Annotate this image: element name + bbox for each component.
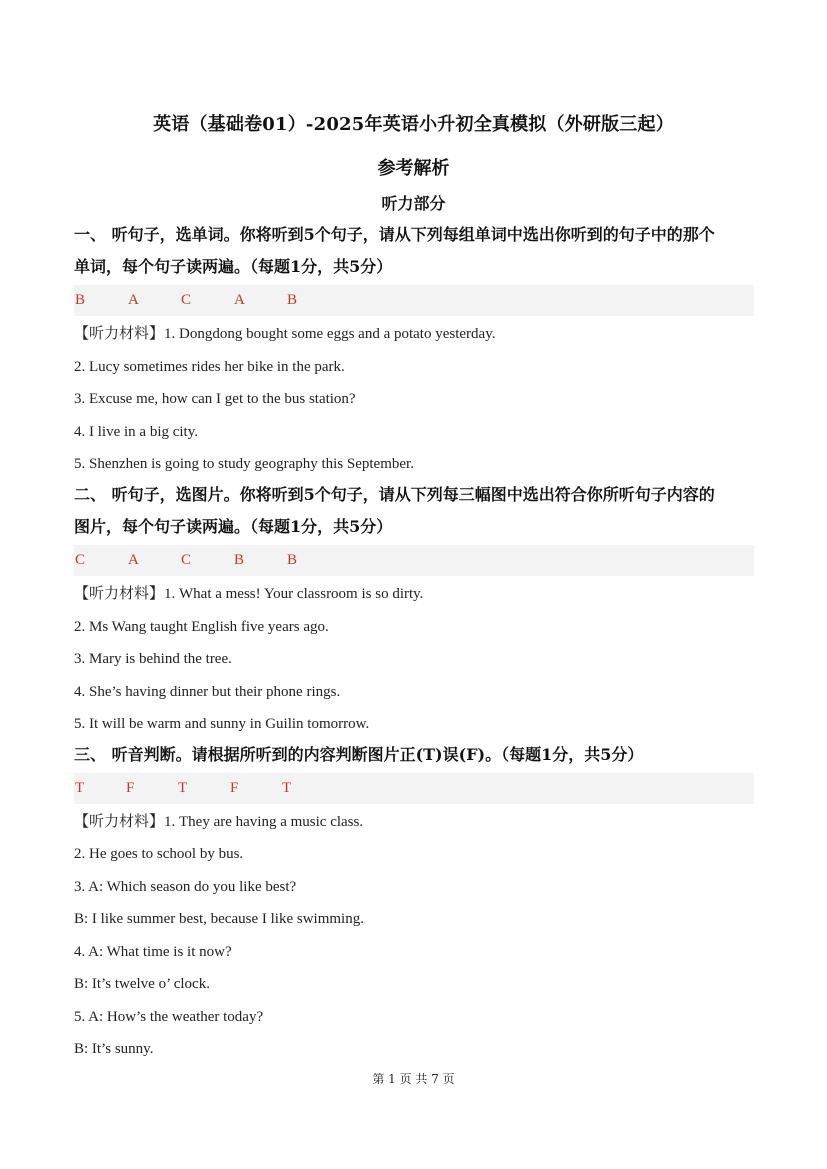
answer-item: C <box>181 292 192 308</box>
answer-item: B <box>234 552 245 568</box>
answer-item: T <box>75 780 85 796</box>
answer-item: A <box>234 292 245 308</box>
transcript-line: 2. Ms Wang taught English five years ago. <box>74 619 329 635</box>
section-3-heading <box>74 739 758 771</box>
answer-item: C <box>75 552 86 568</box>
transcript-line: 【听力材料】1. What a mess! Your classroom is so dirty. <box>74 586 424 602</box>
transcript-line: 5. A: How’s the weather today? <box>74 1009 264 1025</box>
page-footer: 第 1 页 共 7 页 <box>372 1072 455 1086</box>
transcript-line: 2. He goes to school by bus. <box>74 846 244 862</box>
answer-item: C <box>181 552 192 568</box>
section-2-heading-line1: 二、 听句子，选图片。你将听到5个句子，请从下列每三幅图中选出符合你所听句子内容的 <box>74 485 715 504</box>
answer-item: F <box>126 780 135 796</box>
transcript-line: 4. I live in a big city. <box>74 424 198 440</box>
section-3-heading-line1: 三、 听音判断。请根据所听到的内容判断图片正(T)误(F)。（每题1分，共5分） <box>74 745 644 764</box>
answer-item: A <box>128 292 139 308</box>
transcript-line: 2. Lucy sometimes rides her bike in the park. <box>74 359 345 375</box>
section-1-heading <box>74 219 758 283</box>
section-3-answer-bar <box>74 773 754 804</box>
transcript-line: 3. Mary is behind the tree. <box>74 651 232 667</box>
transcript-line: 5. It will be warm and sunny in Guilin tomorrow. <box>74 716 370 732</box>
transcript-line: 5. Shenzhen is going to study geography this September. <box>74 456 414 472</box>
transcript-line: B: I like summer best, because I like swimming. <box>74 911 364 927</box>
transcript-line: B: It’s sunny. <box>74 1041 154 1057</box>
answer-item: F <box>230 780 239 796</box>
answer-item: A <box>128 552 139 568</box>
section-2-answer-bar <box>74 545 754 576</box>
section-2-heading-line2: 图片，每个句子读两遍。（每题1分，共5分） <box>74 517 393 536</box>
transcript-line: 4. A: What time is it now? <box>74 944 232 960</box>
transcript-line: 【听力材料】1. They are having a music class. <box>74 814 364 830</box>
answer-item: T <box>282 780 292 796</box>
answer-item: B <box>287 552 298 568</box>
part-heading: 听力部分 <box>381 194 446 213</box>
document-title: 英语（基础卷01）-2025年英语小升初全真模拟（外研版三起） <box>153 114 674 135</box>
section-1-heading-line1: 一、 听句子，选单词。你将听到5个句子，请从下列每组单词中选出你听到的句子中的那个 <box>74 225 715 244</box>
transcript-line: 4. She’s having dinner but their phone rings. <box>74 684 341 700</box>
section-1-answer-bar <box>74 285 754 316</box>
answer-item: B <box>287 292 298 308</box>
answer-item: B <box>75 292 86 308</box>
transcript-line: 【听力材料】1. Dongdong bought some eggs and a potato yesterday. <box>74 326 496 342</box>
document-subtitle: 参考解析 <box>377 158 450 179</box>
section-1-heading-line2: 单词，每个句子读两遍。（每题1分，共5分） <box>74 257 393 276</box>
transcript-line: 3. A: Which season do you like best? <box>74 879 297 895</box>
transcript-line: B: It’s twelve o’ clock. <box>74 976 210 992</box>
answer-item: T <box>178 780 188 796</box>
transcript-line: 3. Excuse me, how can I get to the bus station? <box>74 391 356 407</box>
section-2-heading <box>74 479 758 543</box>
